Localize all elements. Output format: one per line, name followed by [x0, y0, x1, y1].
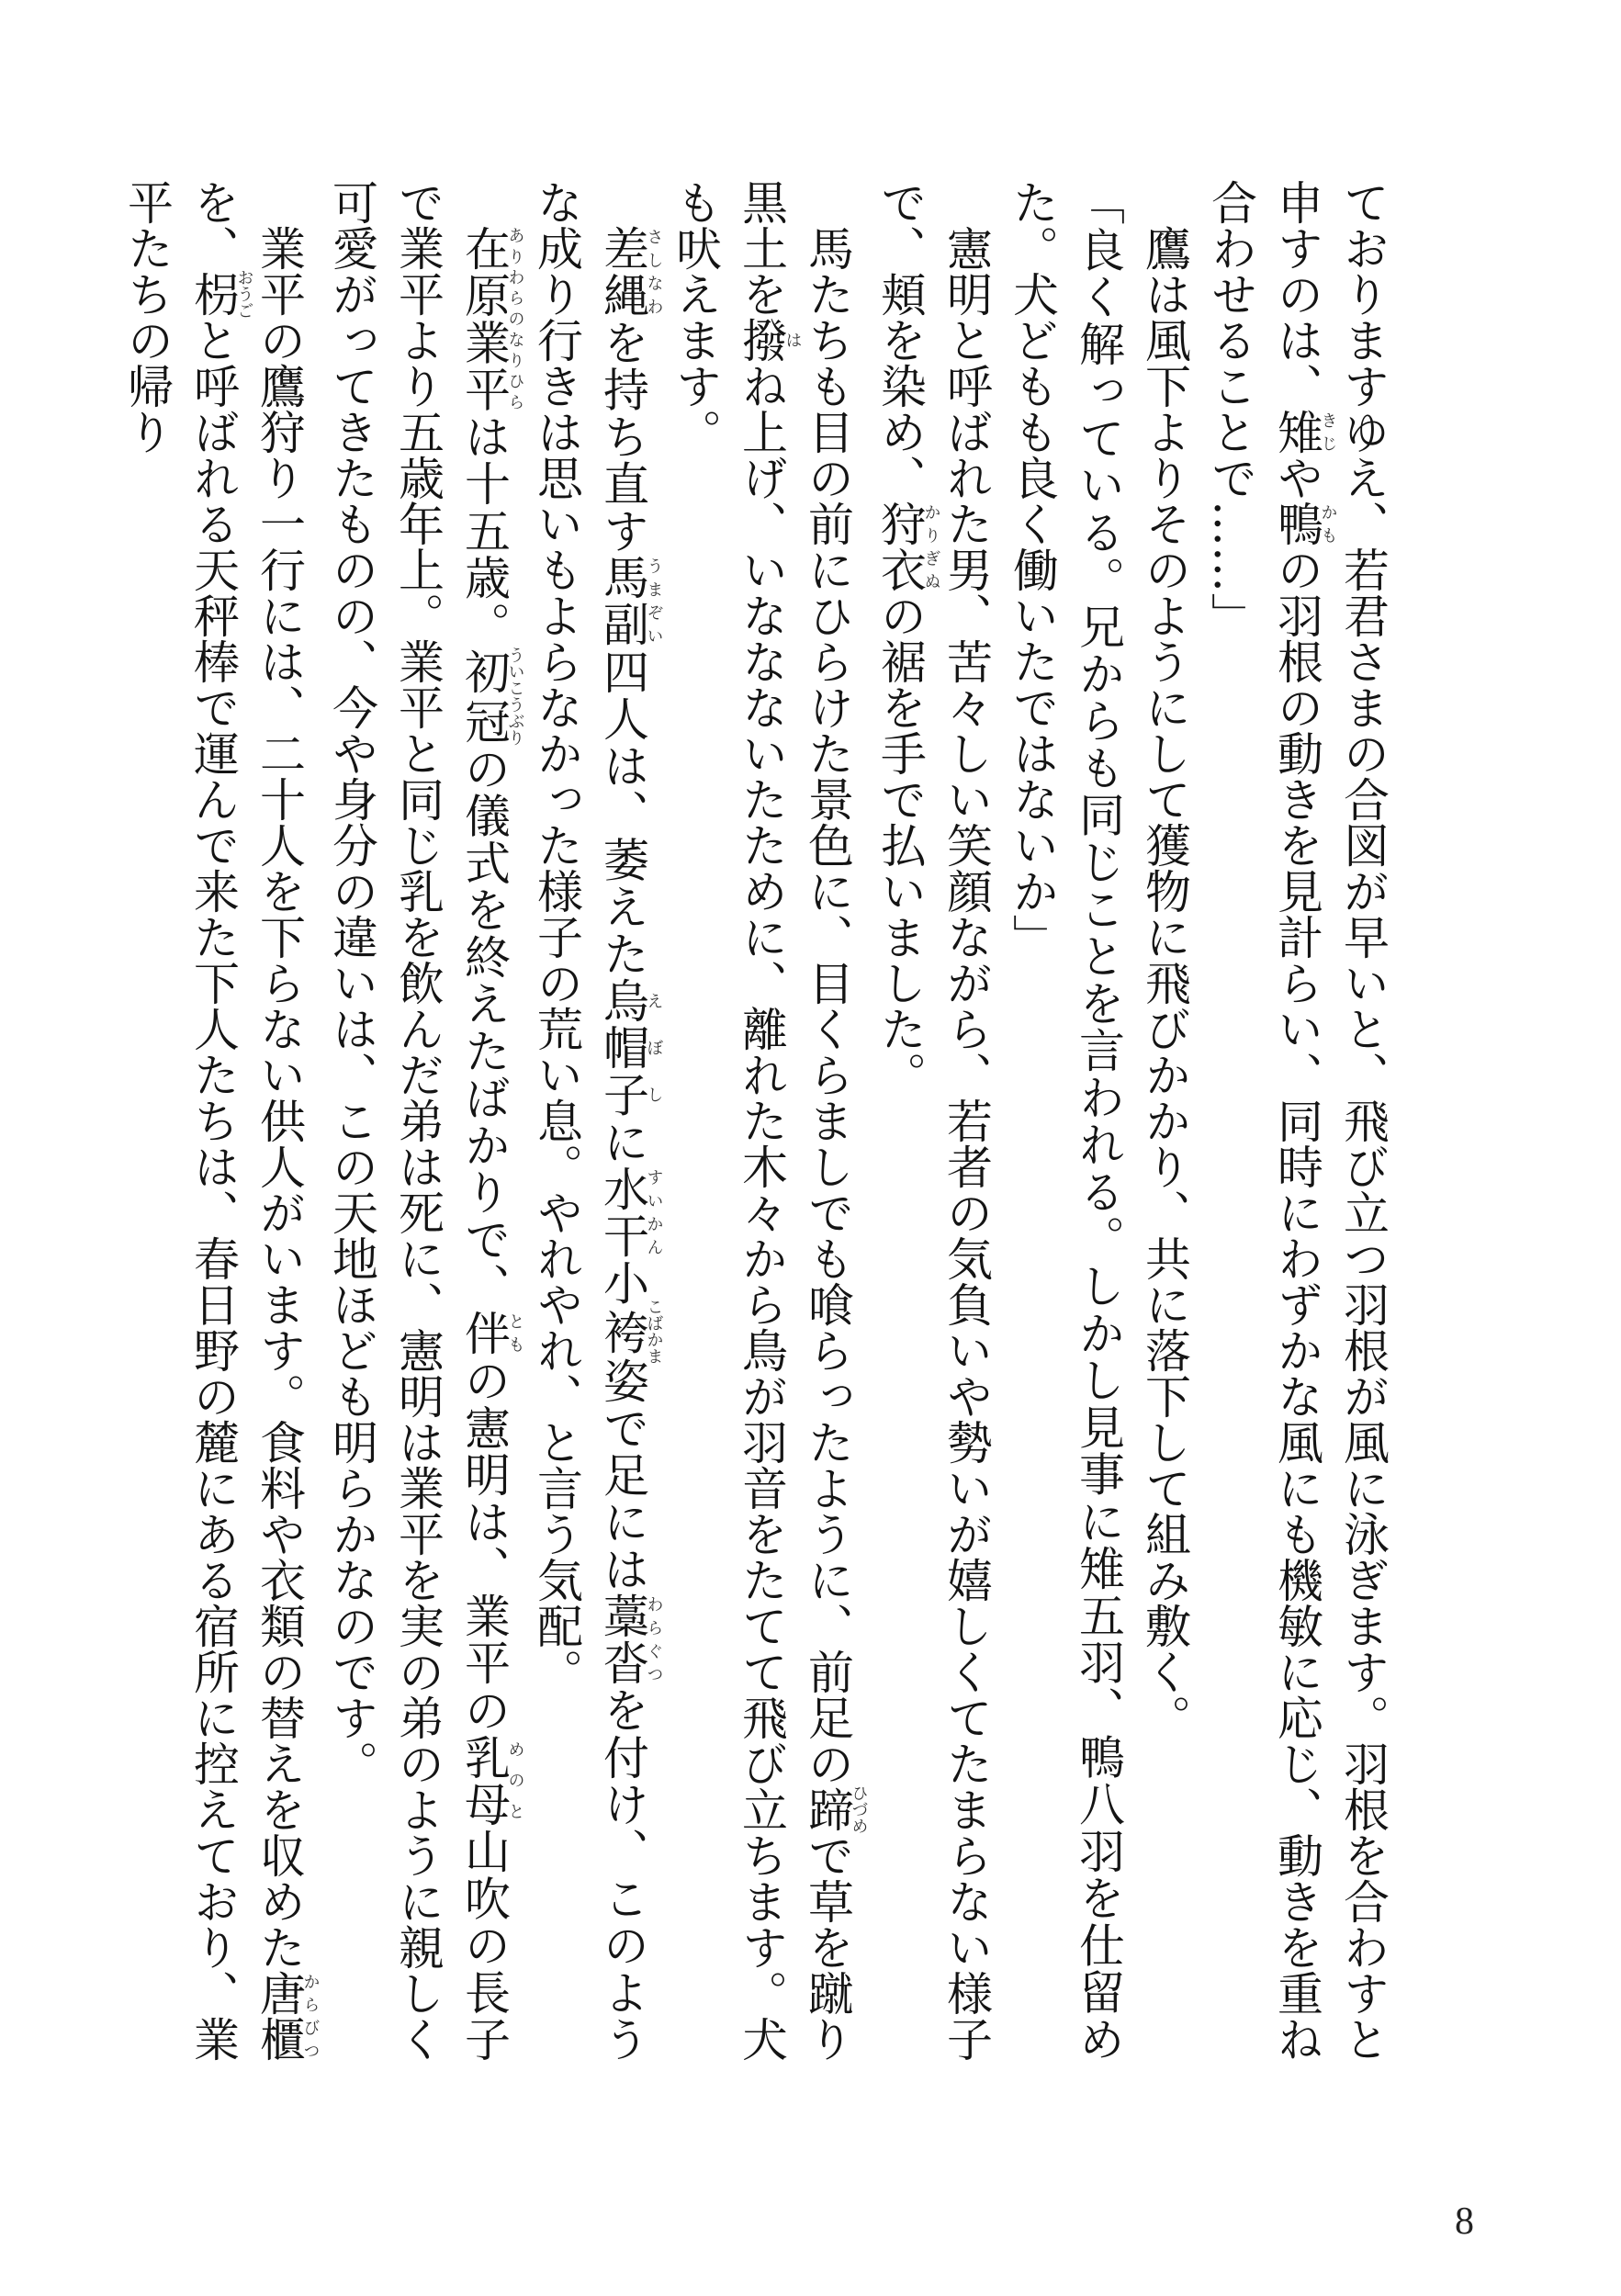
- ruby-base: 差縄: [596, 225, 649, 320]
- page-number: 8: [1455, 2200, 1474, 2243]
- ruby-reading: は: [782, 317, 803, 363]
- ruby-reading: さしなわ: [644, 225, 664, 319]
- text-run: を、: [186, 179, 240, 271]
- ruby-base: 撥: [735, 317, 788, 363]
- ruby-reading: こばかま: [644, 1298, 664, 1365]
- ruby-base: 水干: [596, 1165, 649, 1260]
- text-run: を付け、このような成り行きは思いもよらなかった様子の荒い息。やれやれ、と言う気配。: [530, 179, 649, 2062]
- paragraph: [523, 179, 662, 2062]
- ruby-word: [801, 1784, 869, 1834]
- ruby-base: 狩衣: [873, 501, 927, 592]
- text-run: 四人は、萎えた: [596, 647, 649, 978]
- ruby-word: [186, 269, 254, 319]
- paragraph: [114, 179, 319, 2062]
- ruby-reading: えぼし: [644, 977, 664, 1118]
- text-run: 小: [596, 1259, 649, 1307]
- ruby-word: [457, 647, 525, 747]
- ruby-word: [735, 317, 803, 363]
- ruby-word: [1270, 501, 1338, 546]
- ruby-word: [253, 1970, 321, 2062]
- ruby-base: 雉: [1270, 409, 1323, 455]
- text-run: の裾を手で払いました。: [873, 592, 927, 1097]
- ruby-base: 枴: [186, 269, 240, 319]
- ruby-base: 唐櫃: [253, 1970, 306, 2062]
- ruby-reading: かりぎぬ: [921, 501, 941, 592]
- ruby-reading: うまぞい: [644, 554, 664, 647]
- text-run: は十五歳。: [457, 412, 511, 649]
- paragraph: [662, 179, 867, 2062]
- ruby-word: [1270, 409, 1338, 455]
- paragraph: [1198, 179, 1396, 2062]
- ruby-reading: ひづめ: [849, 1784, 869, 1834]
- paragraph: [867, 179, 999, 2062]
- ruby-base: 鴨: [1270, 501, 1323, 546]
- ruby-base: 烏帽子: [596, 977, 649, 1120]
- ruby-word: [457, 1310, 525, 1357]
- text-run: ね上げ、いななないたために、離れた木々から鳥が羽音をたてて飛び立ちます。犬も吠えます。: [669, 179, 788, 2062]
- paragraph: [1131, 179, 1198, 2062]
- ruby-base: 乳母: [457, 1733, 511, 1829]
- ruby-base: 在原業平: [457, 225, 511, 413]
- text-run: 業平の鷹狩り一行には、二十人を下らない供人がいます。食料や衣類の替えを収めた: [253, 225, 306, 1970]
- text-run: 山吹の長子で業平より五歳年上。業平と同じ乳を飲んだ弟は死に、憲明は業平を実の弟のように親しく可愛がってきたものの、今や身分の違いは、この天地ほども明らかなのです。: [325, 179, 511, 2062]
- ruby-reading: わらぐつ: [644, 1593, 664, 1686]
- text-run: 憲明と呼ばれた男、苦々しい笑顔ながら、若者の気負いや勢いが嬉しくてたまらない様子で、頬を染め、: [873, 179, 993, 2062]
- ruby-reading: きじ: [1318, 409, 1338, 455]
- ruby-base: 蹄: [801, 1784, 854, 1834]
- ruby-reading: めのと: [505, 1733, 525, 1827]
- ruby-word: [457, 1733, 525, 1829]
- text-run: を持ち直す: [596, 319, 649, 555]
- ruby-word: [596, 1165, 664, 1260]
- ruby-word: [596, 1593, 664, 1687]
- ruby-base: 袴: [596, 1298, 649, 1365]
- text-run: で草を蹴り黒土を: [735, 179, 854, 2062]
- ruby-base: 藁沓: [596, 1593, 649, 1687]
- ruby-reading: おうご: [234, 269, 254, 319]
- ruby-reading: ありわらのなりひら: [505, 225, 525, 412]
- ruby-reading: すいかん: [644, 1165, 664, 1259]
- text-run: 馬たちも目の前にひらけた景色に、目くらましでも喰らったように、前足の: [801, 225, 854, 1786]
- paragraph: [999, 179, 1131, 2062]
- text-run: 姿で足には: [596, 1356, 649, 1593]
- text-run: に: [596, 1119, 649, 1166]
- ruby-reading: ういこうぶり: [505, 647, 525, 747]
- ruby-reading: とも: [505, 1310, 525, 1356]
- text-run: 「良く解っている。兄からも同じことを言われる。しかし見事に雉五羽、鴨八羽を仕留めた。犬どもも良く働いたではないか」: [1006, 179, 1125, 2062]
- paragraph: [319, 179, 523, 2062]
- text-run: の憲明は、業平の: [457, 1356, 511, 1734]
- ruby-word: [596, 554, 664, 648]
- ruby-reading: からびつ: [300, 1970, 321, 2062]
- ruby-reading: かも: [1318, 501, 1338, 546]
- text-run: の羽根の動きを見計らい、同時にわずかな風にも機敏に応じ、動きを重ね合わせることで……」: [1204, 179, 1323, 2062]
- ruby-base: 伴: [457, 1310, 511, 1357]
- text-run: の儀式を終えたばかりで、: [457, 744, 511, 1311]
- ruby-word: [457, 225, 525, 413]
- text-run: 鷹は風下よりそのようにして獲物に飛びかかり、共に落下して組み敷く。: [1138, 225, 1191, 1740]
- vertical-text-body: [110, 179, 1396, 2062]
- ruby-word: [873, 501, 941, 592]
- ruby-base: 馬副: [596, 554, 649, 648]
- ruby-base: 初冠: [457, 647, 511, 747]
- text-run: や: [1270, 455, 1323, 501]
- ruby-word: [596, 1298, 664, 1365]
- text-run: と呼ばれる天秤棒で運んで来た下人たちは、春日野の麓にある宿所に控えており、業平たちの帰り: [120, 179, 240, 2062]
- ruby-word: [596, 225, 664, 320]
- text-run: ておりますゆえ、若君さまの合図が早いと、飛び立つ羽根が風に泳ぎます。羽根を合わすと申すのは、: [1270, 179, 1390, 2062]
- ruby-word: [596, 977, 664, 1120]
